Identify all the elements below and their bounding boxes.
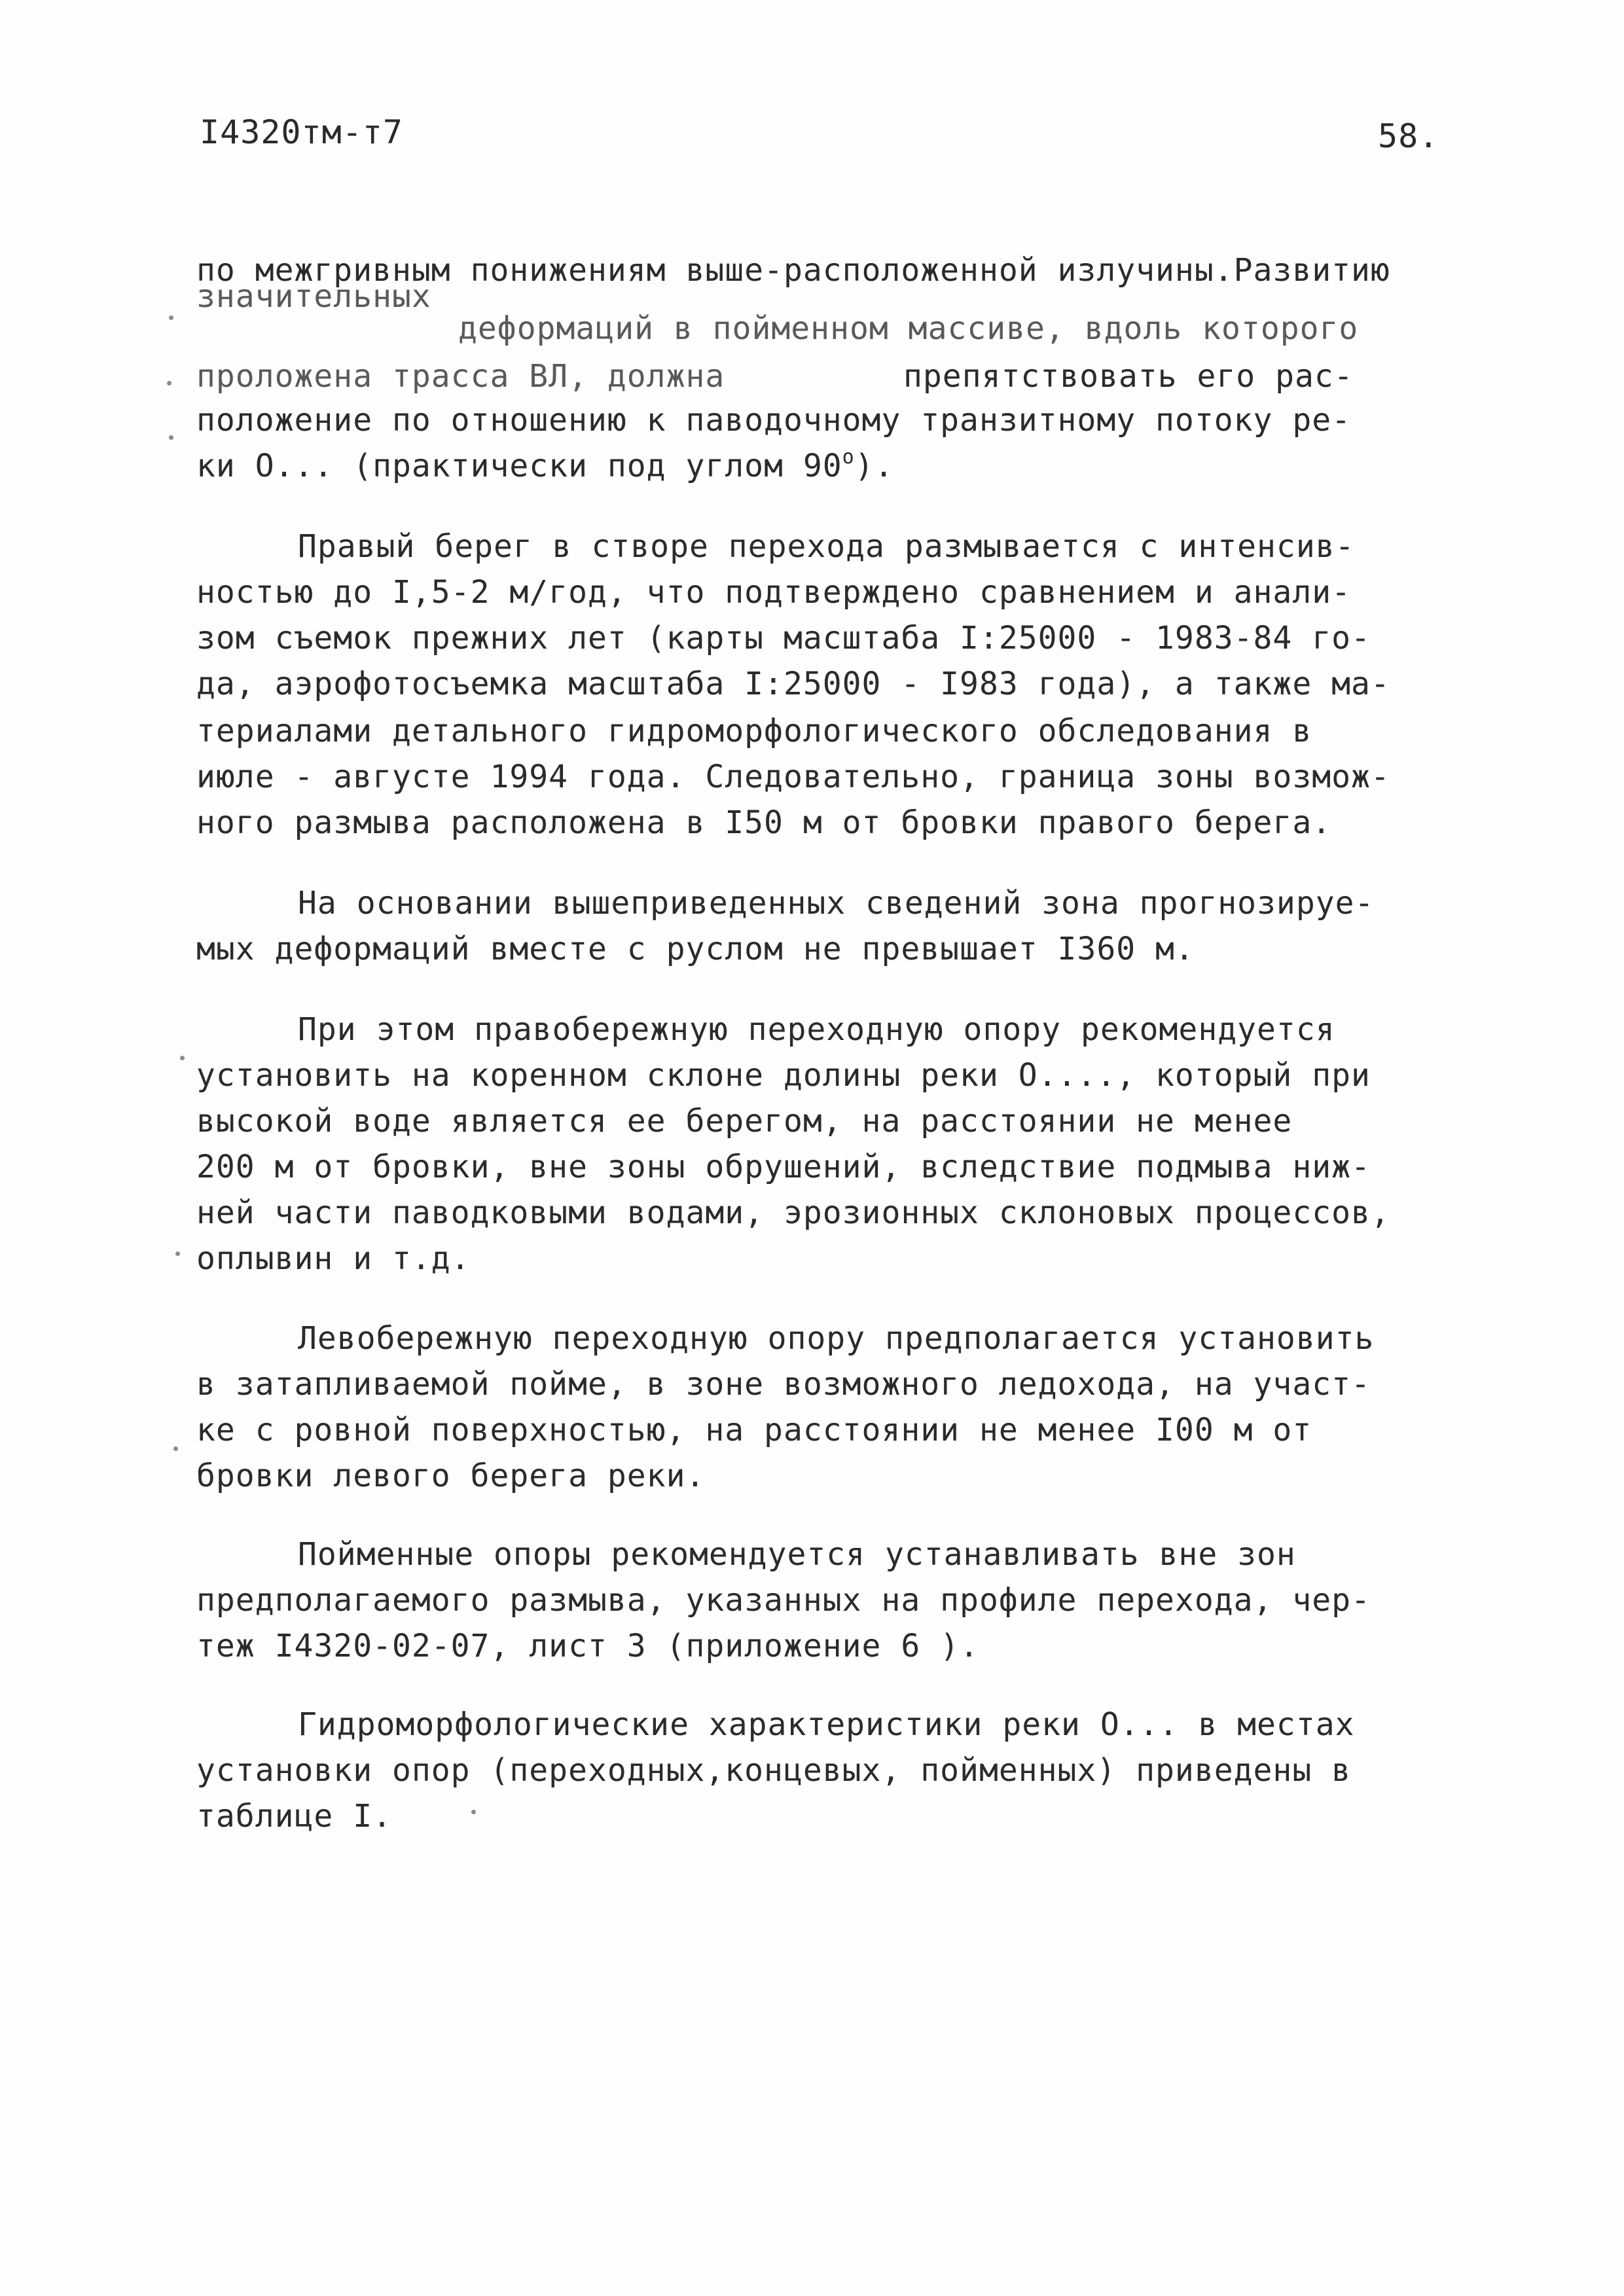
text-line: бровки левого берега реки. (196, 1458, 706, 1494)
text-line: в затапливаемой пойме, в зоне возможного ледохода, на участ- (196, 1366, 1371, 1403)
text-line: ней части паводковыми водами, эрозионных склоновых процессов, (196, 1194, 1390, 1231)
scan-speck (471, 1810, 476, 1814)
text-line: да, аэрофотосъемка масштаба I:25000 - I983 года), а также ма- (196, 666, 1390, 702)
text-line: На основании вышеприведенных сведений зона прогнозируе- (298, 885, 1375, 922)
text-line: При этом правобережную переходную опору рекомендуется (298, 1011, 1335, 1048)
text-line: 200 м от бровки, вне зоны обрушений, вследствие подмыва ниж- (196, 1149, 1371, 1185)
text-line: препятствовать его рас- (903, 358, 1354, 395)
text-line: по межгривным понижениям выше-расположенной излучины.Развитию (196, 252, 1390, 289)
scan-speck (167, 381, 171, 386)
text-line: Правый берег в створе перехода размывается с интенсив- (298, 528, 1355, 565)
text-fragment: ки О... (практически под углом 90 (196, 448, 842, 484)
text-line: ке с ровной поверхностью, на расстоянии не менее I00 м от (196, 1412, 1312, 1448)
text-line: июле - августе 1994 года. Следовательно, граница зоны возмож- (196, 759, 1390, 795)
text-line: деформаций в пойменном массиве, вдоль которого (458, 310, 1359, 347)
text-line: Левобережную переходную опору предполагается установить (298, 1320, 1375, 1357)
text-line: предполагаемого размыва, указанных на профиле перехода, чер- (196, 1582, 1371, 1619)
text-fragment: ). (854, 448, 894, 484)
text-line-with-superscript (196, 446, 894, 490)
text-line: Гидроморфологические характеристики реки О... в местах (298, 1706, 1355, 1743)
text-line: проложена трасса ВЛ, должна (196, 358, 725, 395)
text-line: оплывин и т.д. (196, 1240, 471, 1277)
text-line: высокой воде является ее берегом, на расстоянии не менее (196, 1103, 1293, 1139)
text-line: мых деформаций вместе с руслом не превышает I360 м. (196, 931, 1195, 967)
text-line: ного размыва расположена в I50 м от бровки правого берега. (196, 804, 1332, 841)
text-line: ностью до I,5-2 м/год, что подтверждено сравнением и анали- (196, 574, 1352, 611)
scan-speck (173, 1446, 178, 1451)
degree-superscript: о (842, 446, 855, 469)
page-number: 58. (1378, 117, 1439, 155)
scan-speck (169, 435, 173, 440)
text-line: установить на коренном склоне долины реки О...., который при (196, 1057, 1371, 1094)
document-code: I4320тм-т7 (200, 113, 404, 151)
text-line: териалами детального гидроморфологического обследования в (196, 713, 1312, 749)
text-line: таблице I. (196, 1798, 392, 1835)
scan-speck (175, 1251, 180, 1256)
text-line: теж I4320-02-07, лист 3 (приложение 6 ). (196, 1628, 979, 1664)
scan-speck (169, 315, 173, 320)
text-line: Пойменные опоры рекомендуется устанавливать вне зон (298, 1536, 1296, 1573)
text-line: зом съемок прежних лет (карты масштаба I:25000 - 1983-84 го- (196, 620, 1371, 656)
text-line: значительных (196, 278, 431, 315)
text-line: установки опор (переходных,концевых, пойменных) приведены в (196, 1752, 1352, 1789)
scan-speck (180, 1056, 185, 1060)
text-line: положение по отношению к паводочному транзитному потоку ре- (196, 402, 1352, 439)
